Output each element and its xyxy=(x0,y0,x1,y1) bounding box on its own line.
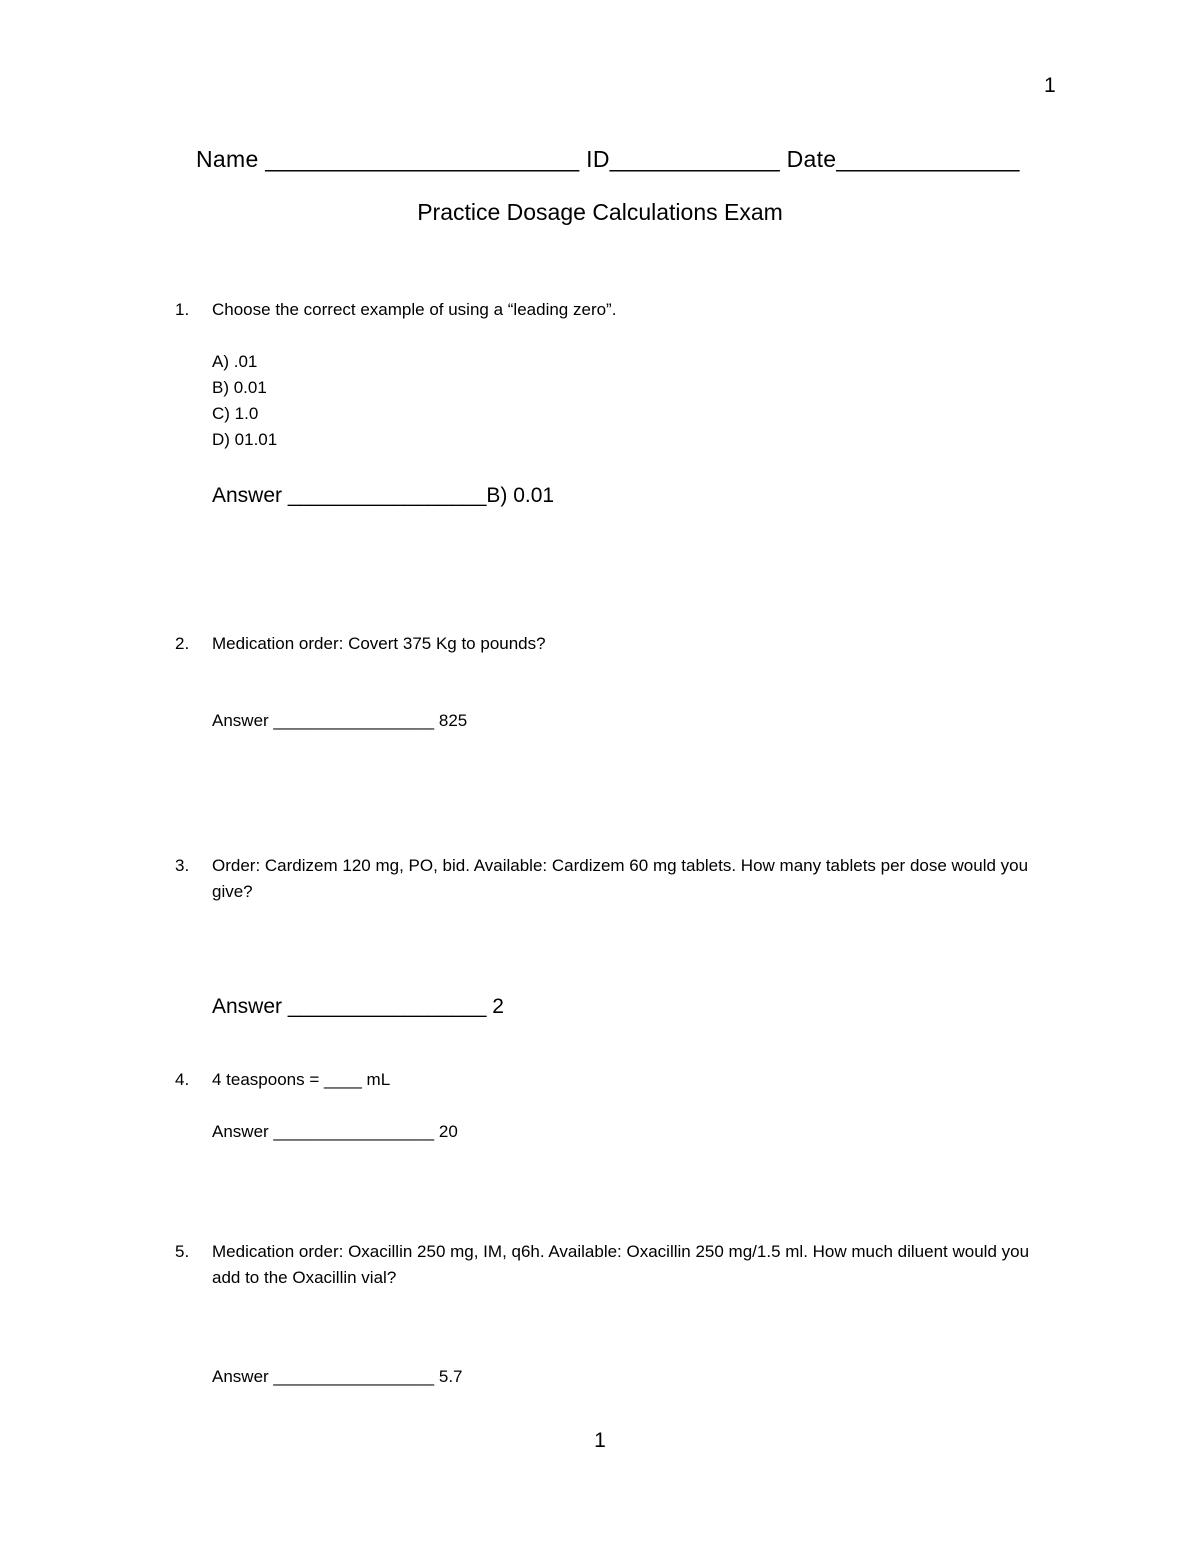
question-2-number: 2. xyxy=(175,634,190,653)
question-1-option-b: B) 0.01 xyxy=(212,378,267,397)
question-5-answer: Answer _________________ 5.7 xyxy=(212,1367,463,1386)
question-1-answer: Answer _________________B) 0.01 xyxy=(212,484,555,507)
question-4-number: 4. xyxy=(175,1070,190,1089)
student-info-header: Name ________________________ ID_____________ Date______________ xyxy=(196,146,1020,172)
page-title: Practice Dosage Calculations Exam xyxy=(417,199,783,225)
question-3-text: Order: Cardizem 120 mg, PO, bid. Available: Cardizem 60 mg tablets. How many tablets per dose would you give? xyxy=(212,856,1029,901)
question-4-text: 4 teaspoons = ____ mL xyxy=(212,1070,391,1089)
question-1-number: 1. xyxy=(175,300,190,319)
question-1-option-d: D) 01.01 xyxy=(212,430,278,449)
question-5-text: Medication order: Oxacillin 250 mg, IM, q6h. Available: Oxacillin 250 mg/1.5 ml. How much diluent would you add to the Oxacillin vial? xyxy=(212,1242,1030,1287)
question-1-option-a: A) .01 xyxy=(212,352,258,371)
question-4-answer: Answer _________________ 20 xyxy=(212,1122,458,1141)
question-2-answer: Answer _________________ 825 xyxy=(212,711,468,730)
question-1-text: Choose the correct example of using a “leading zero”. xyxy=(212,300,617,319)
question-1-option-c: C) 1.0 xyxy=(212,404,259,423)
question-2-text: Medication order: Covert 375 Kg to pounds? xyxy=(212,634,546,653)
page-number-bottom: 1 xyxy=(594,1429,606,1452)
question-3-number: 3. xyxy=(175,856,190,875)
question-3-answer: Answer _________________ 2 xyxy=(212,995,504,1018)
question-5-number: 5. xyxy=(175,1242,190,1261)
page-number-top: 1 xyxy=(1044,74,1056,97)
